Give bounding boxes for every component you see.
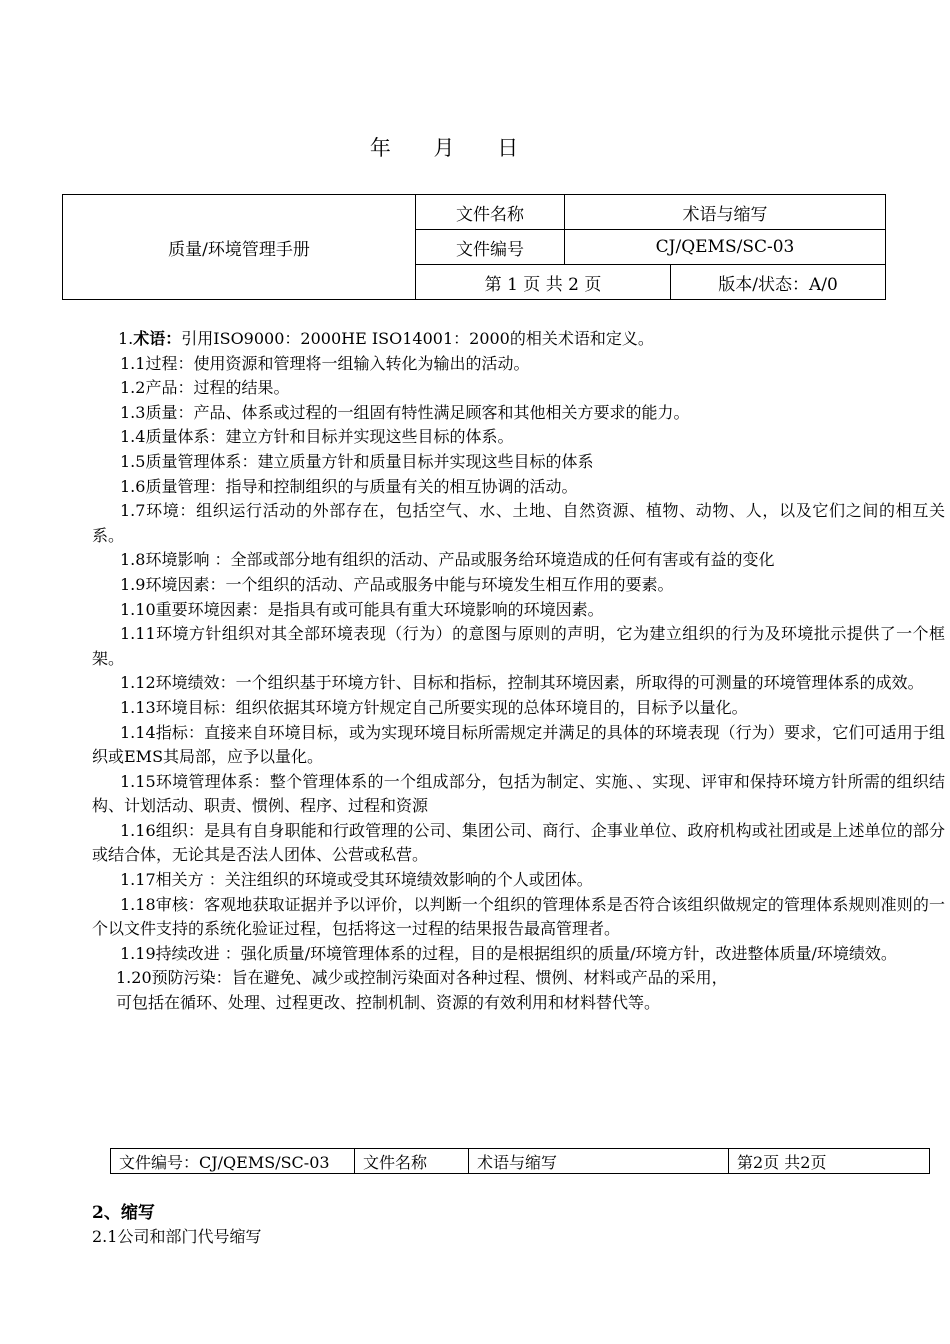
- term-item: 1.3质量：产品、体系或过程的一组固有特性满足顾客和其他相关方要求的能力。: [120, 402, 690, 422]
- file-name-label: 文件名称: [416, 195, 565, 230]
- section-1-heading: [92, 327, 945, 352]
- section-1-intro: 引用ISO9000：2000HE ISO14001：2000的相关术语和定义。: [181, 329, 654, 348]
- section-1-terms: [92, 327, 945, 1016]
- section-2-subtitle: 2.1公司和部门代号缩写: [92, 1227, 262, 1246]
- term-item: 1.12环境绩效：一个组织基于环境方针、目标和指标，控制其环境因素，所取得的可测量的环境管理体系的成效。: [120, 673, 924, 693]
- footer-file-name-label: 文件名称: [355, 1149, 469, 1174]
- term-item: 1.13环境目标：组织依据其环境方针规定自己所要实现的总体环境目的，目标予以量化。: [120, 697, 748, 717]
- term-item: 1.16组织：是具有自身职能和行政管理的公司、集团公司、商行、企事业单位、政府机构或社团或是上述单位的部分或结合体，无论其是否法人团体、公营或私营。: [92, 820, 945, 865]
- manual-title: 质量/环境管理手册: [63, 195, 416, 300]
- term-item: 1.18审核：客观地获取证据并予以评价，以判断一个组织的管理体系是否符合该组织做规定的管理体系规则准则的一个以文件支持的系统化验证过程，包括将这一过程的结果报告最高管理者。: [92, 894, 945, 939]
- footer-page-info: 第2页 共2页: [729, 1149, 930, 1174]
- file-name-value: 术语与缩写: [565, 195, 886, 230]
- term-item: 1.4质量体系：建立方针和目标并实现这些目标的体系。: [120, 427, 514, 447]
- footer-file-name-value: 术语与缩写: [469, 1149, 729, 1174]
- term-item: 1.5质量管理体系：建立质量方针和质量目标并实现这些目标的体系: [120, 451, 594, 471]
- term-item: 1.15环境管理体系：整个管理体系的一个组成部分，包括为制定、实施、、实现、评审和保持环境方针所需的组织结构、计划活动、职责、惯例、程序、过程和资源: [92, 771, 945, 816]
- term-item: 1.14指标：直接来自环境目标，或为实现环境目标所需规定并满足的具体的环境表现（行为）要求，它们可适用于组织或EMS其局部，应予以量化。: [92, 722, 945, 767]
- footer-file-no: 文件编号：CJ/QEMS/SC-03: [111, 1149, 355, 1174]
- term-item: 1.10重要环境因素：是指具有或可能具有重大环境影响的环境因素。: [120, 599, 604, 619]
- term-item: 1.6质量管理：指导和控制组织的与质量有关的相互协调的活动。: [120, 476, 578, 496]
- term-item: 1.8环境影响 ：全部或部分地有组织的活动、产品或服务给环境造成的任何有害或有益的变化: [120, 550, 775, 570]
- term-item: 1.17相关方 ：关注组织的环境或受其环境绩效影响的个人或团体。: [120, 870, 593, 890]
- document-header-table: [62, 194, 886, 300]
- version-status: 版本/状态：A/0: [671, 265, 886, 300]
- section-2-title: 2、缩写: [92, 1203, 155, 1223]
- section-1-title: 术语：: [133, 329, 182, 348]
- section-2-abbreviations: [92, 1201, 261, 1249]
- term-item: 1.9环境因素：一个组织的活动、产品或服务中能与环境发生相互作用的要素。: [120, 574, 674, 594]
- page-footer-table: [110, 1148, 930, 1174]
- section-1-number: 1.: [118, 329, 134, 348]
- date-year: 年: [369, 136, 393, 160]
- page-info: 第 1 页 共 2 页: [416, 265, 671, 300]
- term-item: 1.2产品：过程的结果。: [120, 378, 290, 398]
- file-no-value: CJ/QEMS/SC-03: [565, 230, 886, 265]
- term-item: 1.1过程：使用资源和管理将一组输入转化为输出的活动。: [120, 353, 530, 373]
- date-day: 日: [497, 136, 521, 160]
- date-line: [0, 132, 890, 162]
- term-item: 1.7环境：组织运行活动的外部存在，包括空气、水、土地、自然资源、植物、动物、人，以及它们之间的相互关系。: [92, 501, 945, 545]
- term-item: 1.19持续改进 ：强化质量/环境管理体系的过程，目的是根据组织的质量/环境方针，改进整体质量/环境绩效。: [120, 943, 897, 963]
- file-no-label: 文件编号: [416, 230, 565, 265]
- term-item: 1.11环境方针组织对其全部环境表现（行为）的意图与原则的声明，它为建立组织的行为及环境批示提供了一个框架。: [92, 624, 945, 668]
- term-item: 1.20预防污染：旨在避免、减少或控制污染面对各种过程、惯例、材料或产品的采用，: [116, 968, 728, 988]
- date-month: 月: [433, 136, 457, 160]
- term-item-continuation: 可包括在循环、处理、过程更改、控制机制、资源的有效利用和材料替代等。: [116, 993, 661, 1013]
